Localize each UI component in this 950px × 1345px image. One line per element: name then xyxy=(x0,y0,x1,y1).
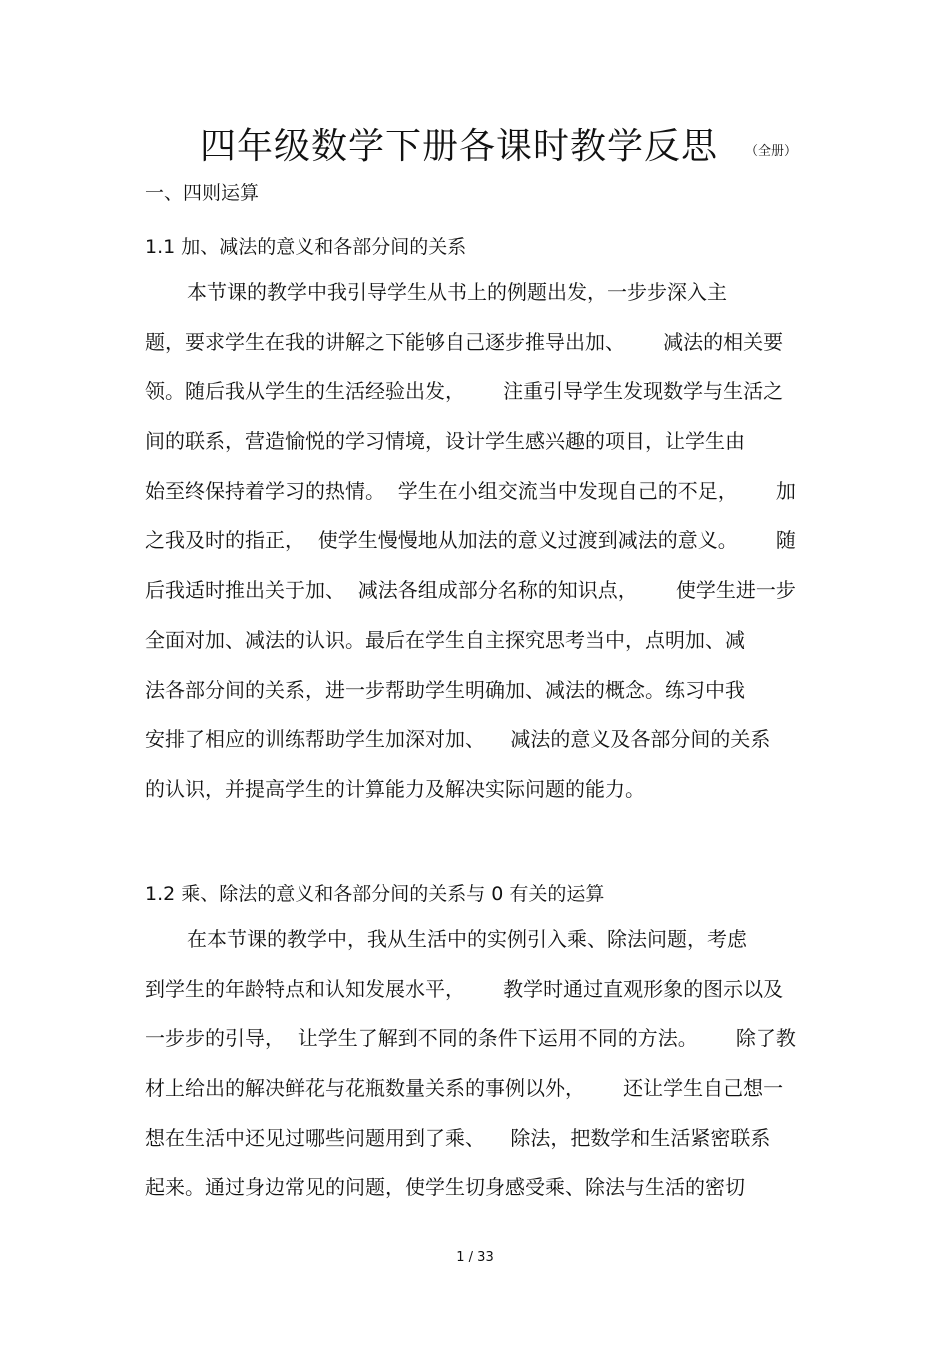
paragraph-line: 材上给出的解决鲜花与花瓶数量关系的事例以外， 还让学生自己想一 xyxy=(145,1076,784,1101)
paragraph-line: 题，要求学生在我的讲解之下能够自己逐步推导出加、 减法的相关要 xyxy=(145,329,784,354)
paragraph-line: 一步步的引导， 让学生了解到不同的条件下运用不同的方法。 除了教 xyxy=(145,1026,796,1051)
subsection-heading-1: 1.1 加、减法的意义和各部分间的关系 xyxy=(145,236,467,258)
paragraph-line: 全面对加、减法的认识。最后在学生自主探究思考当中，点明加、减 xyxy=(145,627,745,652)
title-row xyxy=(0,122,950,172)
paragraph-line: 之我及时的指正， 使学生慢慢地从加法的意义过渡到减法的意义。 随 xyxy=(145,528,796,553)
paragraph-line: 安排了相应的训练帮助学生加深对加、 减法的意义及各部分间的关系 xyxy=(145,727,771,752)
paragraph-line: 本节课的教学中我引导学生从书上的例题出发，一步步深入主 xyxy=(187,280,727,304)
paragraph-line: 在本节课的教学中，我从生活中的实例引入乘、除法问题，考虑 xyxy=(187,927,747,951)
paragraph-line: 间的联系，营造愉悦的学习情境，设计学生感兴趣的项目，让学生由 xyxy=(145,429,745,454)
paragraph-line: 法各部分间的关系，进一步帮助学生明确加、减法的概念。练习中我 xyxy=(145,677,745,702)
paragraph-line: 后我适时推出关于加、 减法各组成部分名称的知识点， 使学生进一步 xyxy=(145,578,796,603)
title-note: （全册） xyxy=(745,144,798,159)
document-title: 四年级数学下册各课时教学反思 xyxy=(200,126,719,167)
paragraph-line: 始至终保持着学习的热情。 学生在小组交流当中发现自己的不足， 加 xyxy=(145,478,796,503)
paragraph-line: 的认识，并提高学生的计算能力及解决实际问题的能力。 xyxy=(145,776,645,801)
paragraph-line: 起来。通过身边常见的问题，使学生切身感受乘、除法与生活的密切 xyxy=(145,1175,745,1200)
paragraph-2 xyxy=(145,915,825,1213)
page-indicator: 1 / 33 xyxy=(456,1250,494,1265)
paragraph-line: 领。随后我从学生的生活经验出发， 注重引导学生发现数学与生活之 xyxy=(145,379,784,404)
subsection-heading-2: 1.2 乘、除法的意义和各部分间的关系与 0 有关的运算 xyxy=(145,883,605,905)
section-heading: 一、四则运算 xyxy=(145,182,260,204)
paragraph-line: 到学生的年龄特点和认知发展水平， 教学时通过直观形象的图示以及 xyxy=(145,976,784,1001)
paragraph-line: 想在生活中还见过哪些问题用到了乘、 除法，把数学和生活紧密联系 xyxy=(145,1125,771,1150)
paragraph-1 xyxy=(145,268,825,815)
